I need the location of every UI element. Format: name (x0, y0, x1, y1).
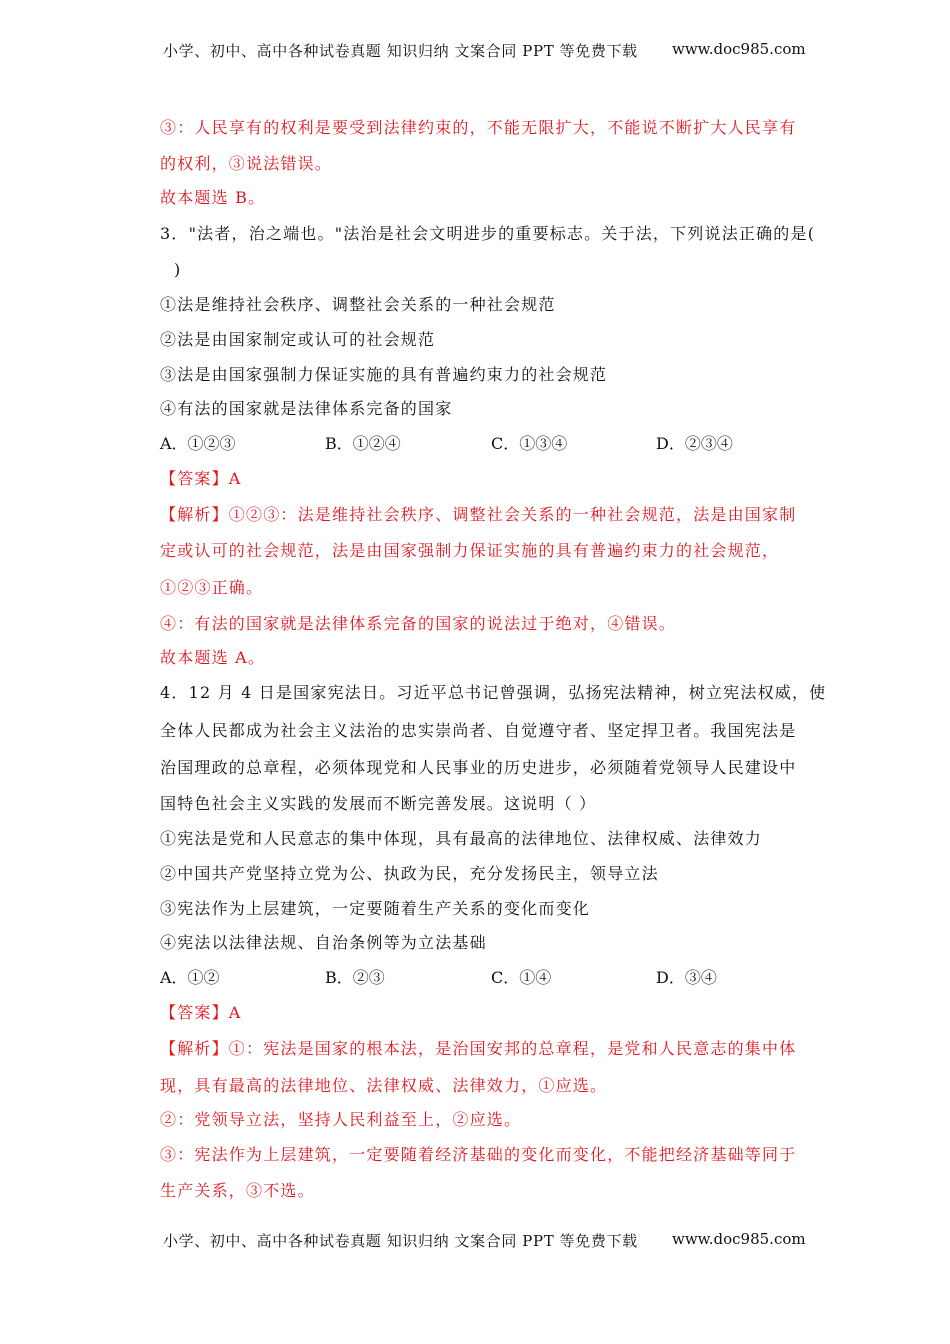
question-stem: 4．12 月 4 日是国家宪法日。习近平总书记曾强调，弘扬宪法精神，树立宪法权威，使 (160, 683, 827, 702)
statement-item: ②中国共产党坚持立党为公、执政为民，充分发扬民主，领导立法 (160, 864, 659, 883)
answer-line: 【答案】A (160, 469, 242, 488)
analysis-line: 【解析】①：宪法是国家的根本法，是治国安邦的总章程，是党和人民意志的集中体 (160, 1039, 797, 1058)
header-text: 小学、初中、高中各种试卷真题 知识归纳 文案合同 PPT 等免费下载 (163, 42, 638, 60)
footer-text: 小学、初中、高中各种试卷真题 知识归纳 文案合同 PPT 等免费下载 (163, 1232, 638, 1250)
statement-item: ③法是由国家强制力保证实施的具有普遍约束力的社会规范 (160, 365, 608, 384)
analysis-line: ④：有法的国家就是法律体系完备的国家的说法过于绝对，④错误。 (160, 614, 677, 633)
analysis-line: ②：党领导立法，坚持人民利益至上，②应选。 (160, 1110, 522, 1129)
question-stem: ) (174, 260, 182, 279)
analysis-line: 【解析】①②③：法是维持社会秩序、调整社会关系的一种社会规范，法是由国家制 (160, 505, 797, 524)
analysis-line: 生产关系，③不选。 (160, 1181, 315, 1200)
option-d: D．②③④ (656, 434, 733, 453)
analysis-line: 定或认可的社会规范，法是由国家强制力保证实施的具有普遍约束力的社会规范， (160, 541, 780, 560)
option-c: C．①④ (491, 968, 552, 987)
option-a: A．①② (160, 968, 220, 987)
conclusion-line: 故本题选 B。 (160, 188, 266, 207)
question-stem: 国特色社会主义实践的发展而不断完善发展。这说明（ ） (160, 794, 597, 813)
question-stem: 全体人民都成为社会主义法治的忠实崇尚者、自觉遵守者、坚定捍卫者。我国宪法是 (160, 721, 797, 740)
statement-item: ①法是维持社会秩序、调整社会关系的一种社会规范 (160, 295, 556, 314)
statement-item: ④有法的国家就是法律体系完备的国家 (160, 399, 453, 418)
option-a: A．①②③ (160, 434, 236, 453)
option-d: D．③④ (656, 968, 717, 987)
conclusion-line: 故本题选 A。 (160, 648, 266, 667)
header-url[interactable]: www.doc985.com (672, 40, 806, 58)
analysis-line: ①②③正确。 (160, 578, 264, 597)
analysis-line: 现，具有最高的法律地位、法律权威、法律效力，①应选。 (160, 1076, 608, 1095)
answer-line: 【答案】A (160, 1003, 242, 1022)
analysis-line: ③：宪法作为上层建筑，一定要随着经济基础的变化而变化，不能把经济基础等同于 (160, 1145, 797, 1164)
statement-item: ①宪法是党和人民意志的集中体现，具有最高的法律地位、法律权威、法律效力 (160, 829, 763, 848)
footer-url[interactable]: www.doc985.com (672, 1230, 806, 1248)
statement-item: ③宪法作为上层建筑，一定要随着生产关系的变化而变化 (160, 899, 591, 918)
analysis-line: 的权利，③说法错误。 (160, 154, 333, 173)
statement-item: ②法是由国家制定或认可的社会规范 (160, 330, 436, 349)
question-stem: 治国理政的总章程，必须体现党和人民事业的历史进步，必须随着党领导人民建设中 (160, 758, 797, 777)
analysis-line: ③：人民享有的权利是要受到法律约束的，不能无限扩大，不能说不断扩大人民享有 (160, 118, 797, 137)
statement-item: ④宪法以法律法规、自治条例等为立法基础 (160, 933, 487, 952)
option-b: B．①②④ (325, 434, 401, 453)
option-b: B．②③ (325, 968, 385, 987)
option-c: C．①③④ (491, 434, 568, 453)
question-stem: 3．"法者，治之端也。"法治是社会文明进步的重要标志。关于法，下列说法正确的是( (160, 224, 816, 243)
